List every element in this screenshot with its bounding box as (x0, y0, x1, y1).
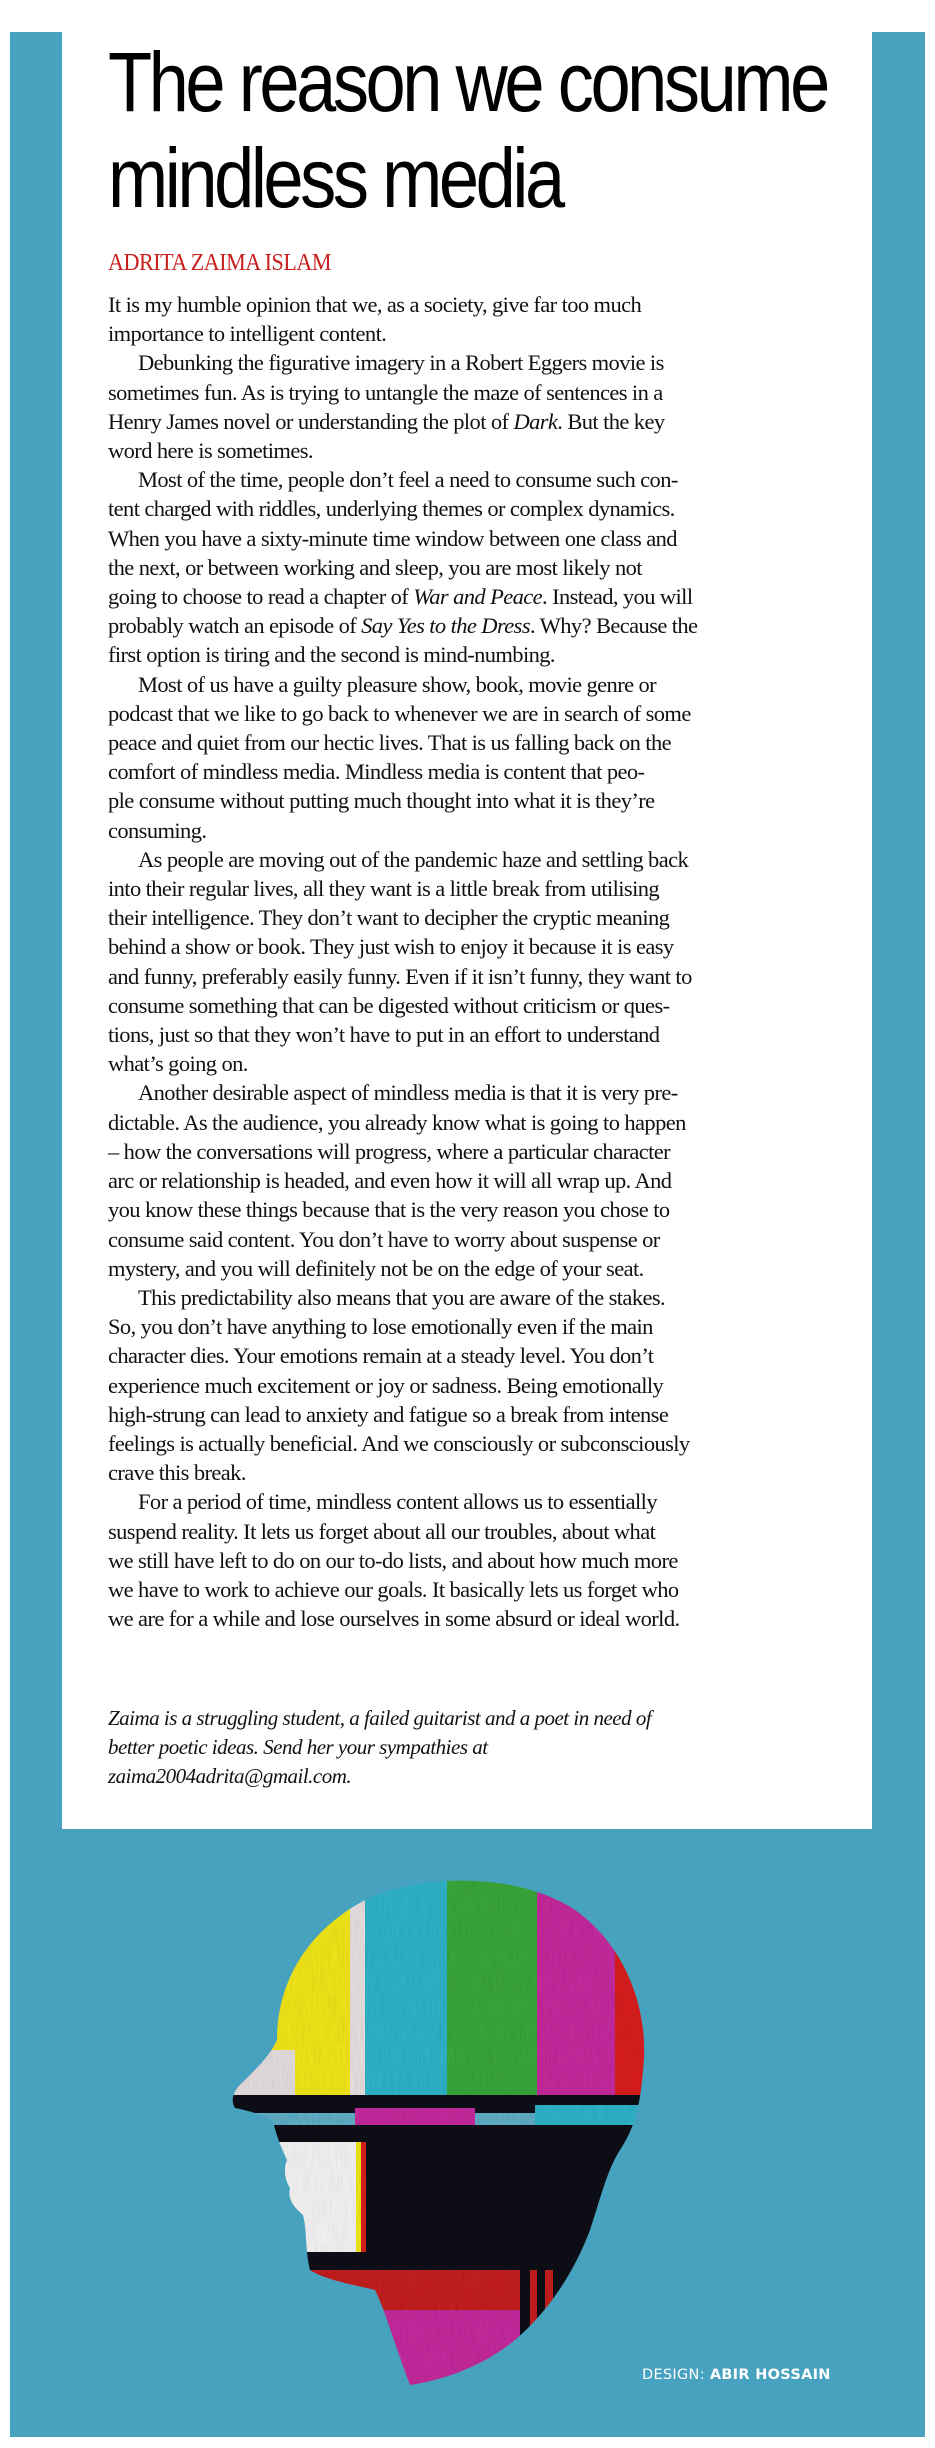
title-line-2: mindless media (108, 131, 562, 225)
work-title: War and Peace (413, 584, 543, 610)
text-line: high-strung can lead to anxiety and fatigue so a break from intense (108, 1401, 669, 1427)
text-line: we are for a while and lose ourselves in some absurd or ideal world. (108, 1606, 680, 1632)
text-line: probably watch an episode of Say Yes to the Dress. Why? Because the (108, 613, 698, 639)
article-paragraph (108, 348, 832, 465)
text-line: peace and quiet from our hectic lives. That is us falling back on the (108, 730, 671, 756)
text-line: podcast that we like to go back to whenever we are in search of some (108, 700, 691, 726)
text-line: what’s going on. (108, 1051, 248, 1077)
text-line: into their regular lives, all they want is a little break from utilising (108, 876, 660, 902)
text-line: mystery, and you will definitely not be on the edge of your seat. (108, 1255, 644, 1281)
design-credit-label: DESIGN: (642, 2367, 705, 2383)
text-line: suspend reality. It lets us forget about all our troubles, about what (108, 1518, 656, 1544)
article-body (108, 290, 832, 1633)
bio-line: Zaima is a struggling student, a failed guitarist and a poet in need of (108, 1706, 652, 1730)
author-byline: ADRITA ZAIMA ISLAM (108, 250, 332, 276)
text-line: importance to intelligent content. (108, 321, 387, 347)
text-line: tions, just so that they won’t have to put in an effort to understand (108, 1022, 660, 1048)
text-line: arc or relationship is headed, and even how it will all wrap up. And (108, 1168, 672, 1194)
article-paragraph (108, 1487, 832, 1633)
text-line: character dies. Your emotions remain at a steady level. You don’t (108, 1343, 654, 1369)
text-line: we still have left to do on our to-do lists, and about how much more (108, 1547, 678, 1573)
text-line: This predictability also means that you are aware of the stakes. (138, 1284, 666, 1310)
text-line: consuming. (108, 817, 207, 843)
work-title: Say Yes to the Dress (361, 613, 530, 639)
article-paragraph (108, 465, 832, 669)
text-line: consume said content. You don’t have to worry about suspense or (108, 1226, 660, 1252)
text-line: we have to work to achieve our goals. It basically lets us forget who (108, 1576, 679, 1602)
design-credit-name: ABIR HOSSAIN (709, 2367, 831, 2383)
text-line: comfort of mindless media. Mindless media is content that peo- (108, 759, 645, 785)
text-line: word here is sometimes. (108, 438, 313, 464)
text-line: For a period of time, mindless content allows us to essentially (138, 1489, 657, 1515)
text-line: Most of us have a guilty pleasure show, book, movie genre or (138, 671, 657, 697)
text-line: As people are moving out of the pandemic haze and settling back (138, 846, 689, 872)
article-panel (62, 32, 872, 1829)
text-line: It is my humble opinion that we, as a society, give far too much (108, 292, 642, 317)
bio-line: better poetic ideas. Send her your sympathies at (108, 1735, 488, 1759)
author-bio (108, 1704, 832, 1791)
text-line: consume something that can be digested without criticism or ques- (108, 992, 670, 1018)
text-line: and funny, preferably easily funny. Even if it isn’t funny, they want to (108, 963, 692, 989)
text-line: tent charged with riddles, underlying themes or complex dynamics. (108, 496, 675, 522)
text-line: sometimes fun. As is trying to untangle the maze of sentences in a (108, 379, 663, 405)
article-title (108, 34, 827, 226)
title-line-1: The reason we consume (108, 35, 827, 129)
text-line: When you have a sixty-minute time window between one class and (108, 525, 677, 551)
text-line: feelings is actually beneficial. And we consciously or subconsciously (108, 1430, 690, 1456)
text-line: behind a show or book. They just wish to enjoy it because it is easy (108, 934, 674, 960)
article-paragraph (108, 290, 832, 348)
article-paragraph (108, 670, 832, 845)
text-line: So, you don’t have anything to lose emotionally even if the main (108, 1314, 653, 1340)
design-credit (642, 2367, 831, 2383)
article-paragraph (108, 1078, 832, 1282)
bio-line: zaima2004adrita@gmail.com. (108, 1764, 352, 1788)
text-line: the next, or between working and sleep, you are most likely not (108, 554, 642, 580)
text-line: Another desirable aspect of mindless media is that it is very pre- (138, 1080, 678, 1106)
glitch-head-illustration (215, 1870, 655, 2390)
text-line: dictable. As the audience, you already know what is going to happen (108, 1109, 686, 1135)
text-line: going to choose to read a chapter of War and Peace. Instead, you will (108, 584, 693, 610)
text-line: ple consume without putting much thought into what it is they’re (108, 788, 655, 814)
text-line: you know these things because that is the very reason you chose to (108, 1197, 670, 1223)
text-line: Most of the time, people don’t feel a need to consume such con- (138, 467, 678, 493)
text-line: crave this break. (108, 1460, 246, 1486)
text-line: Debunking the figurative imagery in a Robert Eggers movie is (138, 350, 664, 376)
text-line: Henry James novel or understanding the plot of Dark. But the key (108, 408, 665, 434)
text-line: experience much excitement or joy or sadness. Being emotionally (108, 1372, 664, 1398)
text-line: their intelligence. They don’t want to decipher the cryptic meaning (108, 905, 670, 931)
text-line: – how the conversations will progress, where a particular character (108, 1138, 671, 1164)
text-line: first option is tiring and the second is mind-numbing. (108, 642, 555, 668)
article-paragraph (108, 1283, 832, 1487)
work-title: Dark (513, 408, 558, 434)
article-paragraph (108, 845, 832, 1079)
